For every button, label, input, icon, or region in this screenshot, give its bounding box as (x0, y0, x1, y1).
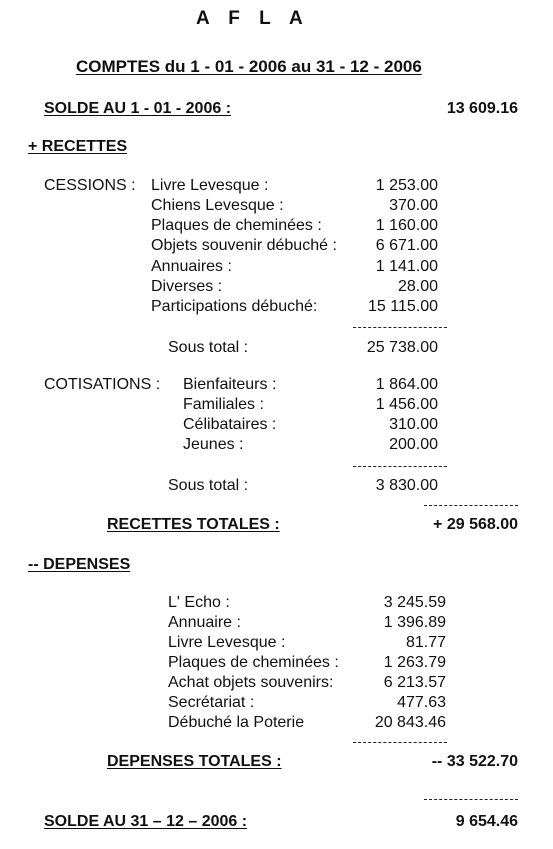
cotisations-item-value: 1 456.00 (375, 396, 438, 413)
document-title: A F L A (196, 8, 310, 29)
recettes-heading: + RECETTES (28, 138, 128, 155)
cessions-item-label: Plaques de cheminées : (151, 217, 322, 234)
total-divider (424, 799, 518, 800)
cessions-subtotal-value: 25 738.00 (366, 339, 438, 356)
cessions-item-label: Participations débuché: (151, 298, 318, 315)
cessions-item-value: 28.00 (397, 278, 438, 295)
cessions-item-label: Chiens Levesque : (151, 197, 284, 214)
cessions-item-value: 1 253.00 (375, 177, 438, 194)
depenses-total-label: DEPENSES TOTALES : (107, 753, 282, 770)
opening-balance-value: 13 609.16 (446, 100, 518, 117)
cessions-item-value: 1 160.00 (375, 217, 438, 234)
subtotal-divider (353, 327, 447, 328)
depenses-total-value: -- 33 522.70 (431, 753, 518, 770)
depenses-item-value: 3 245.59 (383, 594, 446, 611)
cotisations-item-value: 200.00 (389, 436, 438, 453)
closing-balance-value: 9 654.46 (455, 813, 518, 830)
cessions-label: CESSIONS : (44, 177, 136, 194)
depenses-item-label: Débuché la Poterie (168, 714, 305, 731)
recettes-total-value: + 29 568.00 (433, 516, 518, 533)
depenses-item-label: L' Echo : (168, 594, 230, 611)
cotisations-item-label: Célibataires : (183, 416, 277, 433)
depenses-item-label: Annuaire : (168, 614, 241, 631)
cessions-item-label: Annuaires : (151, 258, 232, 275)
cessions-item-label: Livre Levesque : (151, 177, 269, 194)
depenses-item-value: 20 843.46 (374, 714, 446, 731)
opening-balance-label: SOLDE AU 1 - 01 - 2006 : (44, 100, 232, 117)
total-divider (424, 505, 518, 506)
depenses-item-value: 1 396.89 (383, 614, 446, 631)
cotisations-item-label: Jeunes : (183, 436, 244, 453)
period-heading: COMPTES du 1 - 01 - 2006 au 31 - 12 - 2006 (76, 57, 422, 76)
depenses-item-value: 81.77 (405, 634, 446, 651)
cessions-item-label: Diverses : (151, 278, 223, 295)
depenses-item-label: Livre Levesque : (168, 634, 286, 651)
depenses-heading: -- DEPENSES (28, 556, 131, 573)
recettes-total-label: RECETTES TOTALES : (107, 516, 280, 533)
cessions-item-label: Objets souvenir débuché : (151, 237, 337, 254)
cotisations-label: COTISATIONS : (44, 376, 161, 393)
cotisations-item-value: 310.00 (389, 416, 438, 433)
cotisations-item-label: Familiales : (183, 396, 264, 413)
cessions-item-value: 6 671.00 (375, 237, 438, 254)
depenses-item-label: Achat objets souvenirs: (168, 674, 334, 691)
depenses-item-label: Secrétariat : (168, 694, 255, 711)
closing-balance-label: SOLDE AU 31 – 12 – 2006 : (44, 813, 248, 830)
cotisations-subtotal-value: 3 830.00 (375, 477, 438, 494)
depenses-item-value: 6 213.57 (383, 674, 446, 691)
subtotal-divider (353, 466, 447, 467)
cotisations-item-value: 1 864.00 (375, 376, 438, 393)
total-divider (353, 742, 447, 743)
cotisations-item-label: Bienfaiteurs : (183, 376, 277, 393)
cessions-subtotal-label: Sous total : (168, 339, 249, 356)
depenses-item-label: Plaques de cheminées : (168, 654, 339, 671)
cessions-item-value: 1 141.00 (375, 258, 438, 275)
depenses-item-value: 1 263.79 (383, 654, 446, 671)
depenses-item-value: 477.63 (397, 694, 446, 711)
cessions-item-value: 15 115.00 (368, 298, 438, 315)
cotisations-subtotal-label: Sous total : (168, 477, 249, 494)
cessions-item-value: 370.00 (389, 197, 438, 214)
